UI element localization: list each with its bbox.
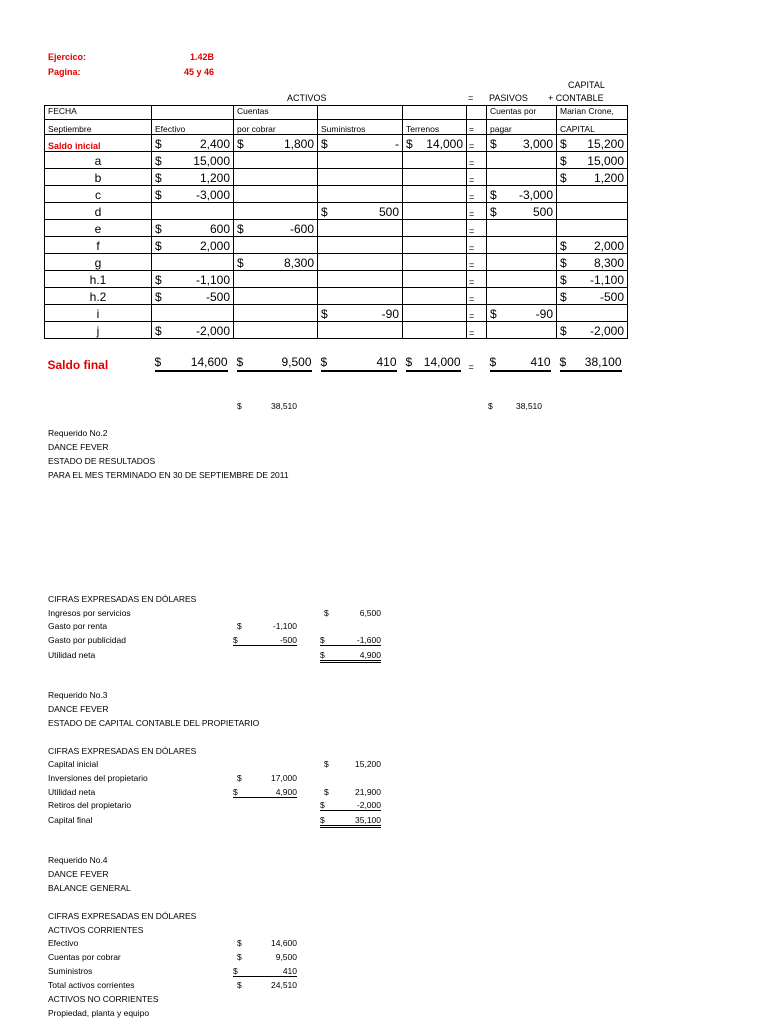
col-header-efectivo: Efectivo [152,120,234,135]
currency-symbol: $ [489,355,497,369]
cell-cuentas-por-pagar [487,254,557,271]
saldo-final-label: Saldo final [47,358,109,372]
subtotal-amount: $ 21,900 [324,787,381,797]
activos-corrientes-heading: ACTIVOS CORRIENTES [48,925,144,935]
currency-symbol: $ [155,273,162,287]
cell-cuentas-por-pagar [487,288,557,305]
ledger-row [45,237,628,254]
cell-value: 15,000 [193,154,230,168]
ppe-heading: Propiedad, planta y equipo [48,1008,150,1018]
cell-value: 8,300 [283,256,314,270]
equals-sign: = [467,203,487,220]
cell-suministros [318,288,403,305]
gap-cell [467,339,487,356]
cell-capital [557,169,628,186]
cell-suministros [318,203,403,220]
equals-sign: = [468,362,474,372]
cell-suministros [318,186,403,203]
currency-symbol: $ [490,205,497,219]
cell-cuentas-por-pagar [487,203,557,220]
equals-sign: = [467,305,487,322]
cell-terrenos [403,169,467,186]
currency-symbol: $ [560,239,567,253]
transaction-label: h.1 [45,271,152,288]
ledger-row [45,305,628,322]
renta-label: Gasto por renta [48,621,108,631]
cell-terrenos [403,135,467,152]
cell-cuentas-por-pagar [487,135,557,152]
currency-symbol: $ [490,307,497,321]
ledger-row [45,288,628,305]
col-header-cuentas: Cuentas [234,106,318,120]
req3-utilidad-amount: $ 4,900 [233,787,297,797]
cell-value: 15,000 [587,154,624,168]
currency-symbol: $ [560,290,567,304]
cell-cuentas-por-cobrar [234,135,318,152]
cell-value: - [395,137,399,151]
ledger-header-top [45,106,628,120]
cell-efectivo [152,237,234,254]
cell-value: -2,000 [195,324,230,338]
bg-efectivo-label: Efectivo [48,938,79,948]
cell-efectivo [152,152,234,169]
cell-suministros [318,169,403,186]
cell-capital [557,355,628,372]
currency-symbol: $ [155,154,162,168]
cell-cuentas-por-cobrar [234,288,318,305]
cell-value: 14,600 [190,355,228,369]
cell-efectivo [152,288,234,305]
capital-inicial-label: Capital inicial [48,759,99,769]
cell-value: -3,000 [518,188,553,202]
cell-value: -90 [381,307,399,321]
cell-capital [557,203,628,220]
cell-value: 410 [530,355,551,369]
cell-efectivo [152,169,234,186]
currency-symbol: $ [321,205,328,219]
cell-cuentas-por-pagar [487,355,557,372]
renta-amount: $ -1,100 [237,621,297,631]
transaction-label: j [45,322,152,339]
cell-value: -500 [205,290,230,304]
cell-terrenos [403,237,467,254]
ledger-row [45,169,628,186]
cell-cuentas-por-cobrar [234,203,318,220]
cell-cuentas-por-cobrar [234,355,318,372]
cell-cuentas-por-pagar [487,152,557,169]
saldo-inicial-label: Saldo inicial [45,135,152,152]
col-header-cuentas-por: Cuentas por [487,106,557,120]
total-gastos-amount: $ -1,600 [320,635,381,645]
cell-cuentas-por-pagar [487,169,557,186]
currency-symbol: $ [321,137,328,151]
cell-suministros [318,322,403,339]
req3-title: Requerido No.3 [48,690,108,700]
cell-capital [557,135,628,152]
cell-suministros [318,305,403,322]
ledger-row [45,271,628,288]
currency-symbol: $ [490,137,497,151]
currency-symbol: $ [154,355,162,369]
equals-sign: = [467,169,487,186]
ledger-row [45,220,628,237]
currency-symbol: $ [560,273,567,287]
activos-no-corrientes-heading: ACTIVOS NO CORRIENTES [48,994,159,1004]
cell-cuentas-por-pagar [487,322,557,339]
currency-symbol: $ [155,222,162,236]
cell-cuentas-por-pagar [487,305,557,322]
total-pasivos-capital: $ 38,510 [488,401,542,411]
currency-symbol: $ [560,137,567,151]
cell-value: 3,000 [522,137,553,151]
transaction-label: i [45,305,152,322]
cell-cuentas-por-cobrar [234,186,318,203]
total-pasivos-capital-value: 38,510 [516,401,542,411]
bg-cpc-label: Cuentas por cobrar [48,952,121,962]
cell-value: 410 [376,355,397,369]
ingresos-label: Ingresos por servicios [48,608,131,618]
transaction-ledger [44,105,628,372]
page-value: 45 y 46 [184,67,215,77]
cell-cuentas-por-pagar [487,237,557,254]
transaction-label: b [45,169,152,186]
capital-final-label: Capital final [48,815,93,825]
currency-symbol: $ [155,324,162,338]
cell-capital [557,288,628,305]
cell-value: 15,200 [587,137,624,151]
ledger-row [45,135,628,152]
exercise-value: 1.42B [190,52,215,62]
ledger-row [45,254,628,271]
currency-symbol: $ [237,222,244,236]
cell-cuentas-por-cobrar [234,237,318,254]
cell-terrenos [403,271,467,288]
cell-capital [557,254,628,271]
total-ac-label: Total activos corrientes [48,980,135,990]
cell-terrenos [403,355,467,372]
currency-symbol: $ [237,137,244,151]
cell-suministros [318,152,403,169]
cell-terrenos [403,305,467,322]
cell-value: 600 [209,222,230,236]
cell-value: 14,000 [423,355,461,369]
cell-value: -90 [535,307,553,321]
capital-final-amount: $ 35,100 [320,815,381,828]
req3-cifras: CIFRAS EXPRESADAS EN DÓLARES [48,746,197,756]
cell-cuentas-por-pagar [487,271,557,288]
retiros-amount: $ -2,000 [320,800,381,810]
gap-cell [45,339,152,356]
col-header-terrenos: Terrenos [403,120,467,135]
cell-capital [557,152,628,169]
total-ac-amount: $ 24,510 [237,980,297,990]
cell-efectivo [152,220,234,237]
req3-utilidad-label: Utilidad neta [48,787,96,797]
currency-symbol: $ [155,239,162,253]
contable-heading: + CONTABLE [548,93,604,103]
req3-statement: ESTADO DE CAPITAL CONTABLE DEL PROPIETARIO [48,718,260,728]
cell-value: -3,000 [195,188,230,202]
currency-symbol: $ [155,188,162,202]
cell-value: -1,100 [195,273,230,287]
gap-cell [152,339,234,356]
cell-capital [557,186,628,203]
equals-sign: = [467,288,487,305]
cell-terrenos [403,186,467,203]
req4-company: DANCE FEVER [48,869,109,879]
cell-efectivo [152,254,234,271]
cell-value: -2,000 [589,324,624,338]
currency-symbol: $ [559,355,567,369]
cell-cuentas-por-pagar [487,220,557,237]
publicidad-label: Gasto por publicidad [48,635,126,645]
cell-value: 2,000 [199,239,230,253]
pasivos-heading: PASIVOS [489,93,528,103]
cell-efectivo [152,322,234,339]
cell-value: 38,100 [584,355,622,369]
bg-sum-label: Suministros [48,966,93,976]
transaction-label: a [45,152,152,169]
ledger-row [45,186,628,203]
cell-efectivo [152,203,234,220]
equals-sign: = [467,135,487,152]
col-header-equals: = [467,120,487,135]
gap-cell [403,339,467,356]
cell-capital [557,322,628,339]
ledger-gap-row [45,339,628,356]
currency-symbol: $ [237,256,244,270]
col-header-marian: Marian Crone, [557,106,628,120]
cell-cuentas-por-cobrar [234,305,318,322]
cell-efectivo [152,186,234,203]
cell-capital [557,271,628,288]
transaction-label: e [45,220,152,237]
cell-value: 500 [378,205,399,219]
col-header-blank [152,106,234,120]
cell-cuentas-por-cobrar [234,254,318,271]
cell-cuentas-por-cobrar [234,220,318,237]
equals-sign: = [467,220,487,237]
equals-sign: = [467,152,487,169]
cell-value: 9,500 [281,355,312,369]
capital-heading: CAPITAL [568,80,605,90]
saldo-final-row [45,355,628,372]
cell-capital [557,305,628,322]
cell-capital [557,237,628,254]
currency-symbol: $ [406,137,413,151]
transaction-label: f [45,237,152,254]
col-header-suministros: Suministros [318,120,403,135]
equals-sign: = [467,186,487,203]
total-activos: $ 38,510 [237,401,297,411]
currency-symbol: $ [155,137,162,151]
utilidad-label: Utilidad neta [48,650,96,660]
cell-suministros [318,271,403,288]
cell-value: -600 [289,222,314,236]
transaction-label: g [45,254,152,271]
gap-cell [557,339,628,356]
transaction-label: d [45,203,152,220]
cell-suministros [318,135,403,152]
cell-value: 2,000 [593,239,624,253]
cell-suministros [318,254,403,271]
gap-cell [487,339,557,356]
currency-symbol: $ [236,355,244,369]
col-header-capital: CAPITAL [557,120,628,135]
currency-symbol: $ [560,171,567,185]
gap-cell [234,339,318,356]
equals-sign: = [467,322,487,339]
cell-value: 2,400 [199,137,230,151]
cell-value: 8,300 [593,256,624,270]
currency-symbol: $ [560,256,567,270]
cell-efectivo [152,355,234,372]
cell-value: -500 [599,290,624,304]
inversiones-label: Inversiones del propietario [48,773,148,783]
cell-value: 1,800 [283,137,314,151]
currency-symbol: $ [560,324,567,338]
cell-capital [557,220,628,237]
gap-cell [318,339,403,356]
exercise-label: Ejercico: [48,52,87,62]
equation-equals: = [468,93,474,103]
cell-suministros [318,237,403,254]
cell-value: -1,100 [589,273,624,287]
req4-statement: BALANCE GENERAL [48,883,131,893]
col-header-blank [403,106,467,120]
col-header-blank [318,106,403,120]
cell-value: 1,200 [199,171,230,185]
currency-symbol: $ [321,307,328,321]
equals-sign: = [467,237,487,254]
col-header-blank [467,106,487,120]
total-activos-value: 38,510 [271,401,297,411]
cell-value: 14,000 [426,137,463,151]
cell-cuentas-por-cobrar [234,152,318,169]
cell-suministros [318,220,403,237]
transaction-label: h.2 [45,288,152,305]
col-header-pagar: pagar [487,120,557,135]
cell-cuentas-por-cobrar [234,169,318,186]
cell-terrenos [403,254,467,271]
cell-terrenos [403,220,467,237]
currency-symbol: $ [560,154,567,168]
bg-sum-amount: $ 410 [233,966,297,976]
publicidad-amount: $ -500 [233,635,297,645]
col-header-fecha: FECHA [45,106,152,120]
cell-efectivo [152,271,234,288]
col-header-septiembre: Septiembre [45,120,152,135]
cell-terrenos [403,288,467,305]
currency-symbol: $ [490,188,497,202]
cell-efectivo [152,135,234,152]
req2-period: PARA EL MES TERMINADO EN 30 DE SEPTIEMBRE DE 2011 [48,470,289,480]
page-label: Pagina: [48,67,81,77]
ledger-row [45,152,628,169]
equals-sign: = [467,254,487,271]
cell-cuentas-por-cobrar [234,322,318,339]
cell-terrenos [403,203,467,220]
transaction-label: c [45,186,152,203]
cell-suministros [318,355,403,372]
currency-symbol: $ [320,355,328,369]
cell-value: 500 [532,205,553,219]
ledger-row [45,203,628,220]
cell-terrenos [403,322,467,339]
req4-title: Requerido No.4 [48,855,108,865]
req3-company: DANCE FEVER [48,704,109,714]
ingresos-amount: $ 6,500 [324,608,381,618]
req2-cifras: CIFRAS EXPRESADAS EN DÓLARES [48,594,197,604]
retiros-label: Retiros del propietario [48,800,132,810]
currency-symbol: $ [155,290,162,304]
col-header-por-cobrar: por cobrar [234,120,318,135]
cell-terrenos [403,152,467,169]
req2-title: Requerido No.2 [48,428,108,438]
capital-inicial-amount: $ 15,200 [324,759,381,769]
utilidad-amount: $ 4,900 [320,650,381,663]
cell-cuentas-por-cobrar [234,271,318,288]
cell-cuentas-por-pagar [487,186,557,203]
activos-heading: ACTIVOS [287,93,327,103]
ledger-header-bottom [45,120,628,135]
req2-company: DANCE FEVER [48,442,109,452]
currency-symbol: $ [405,355,413,369]
req4-cifras: CIFRAS EXPRESADAS EN DÓLARES [48,911,197,921]
cell-value: 1,200 [593,171,624,185]
req2-statement: ESTADO DE RESULTADOS [48,456,156,466]
cell-efectivo [152,305,234,322]
inversiones-amount: $ 17,000 [237,773,297,783]
currency-symbol: $ [155,171,162,185]
bg-cpc-amount: $ 9,500 [237,952,297,962]
bg-efectivo-amount: $ 14,600 [237,938,297,948]
ledger-row [45,322,628,339]
equals-sign: = [467,271,487,288]
